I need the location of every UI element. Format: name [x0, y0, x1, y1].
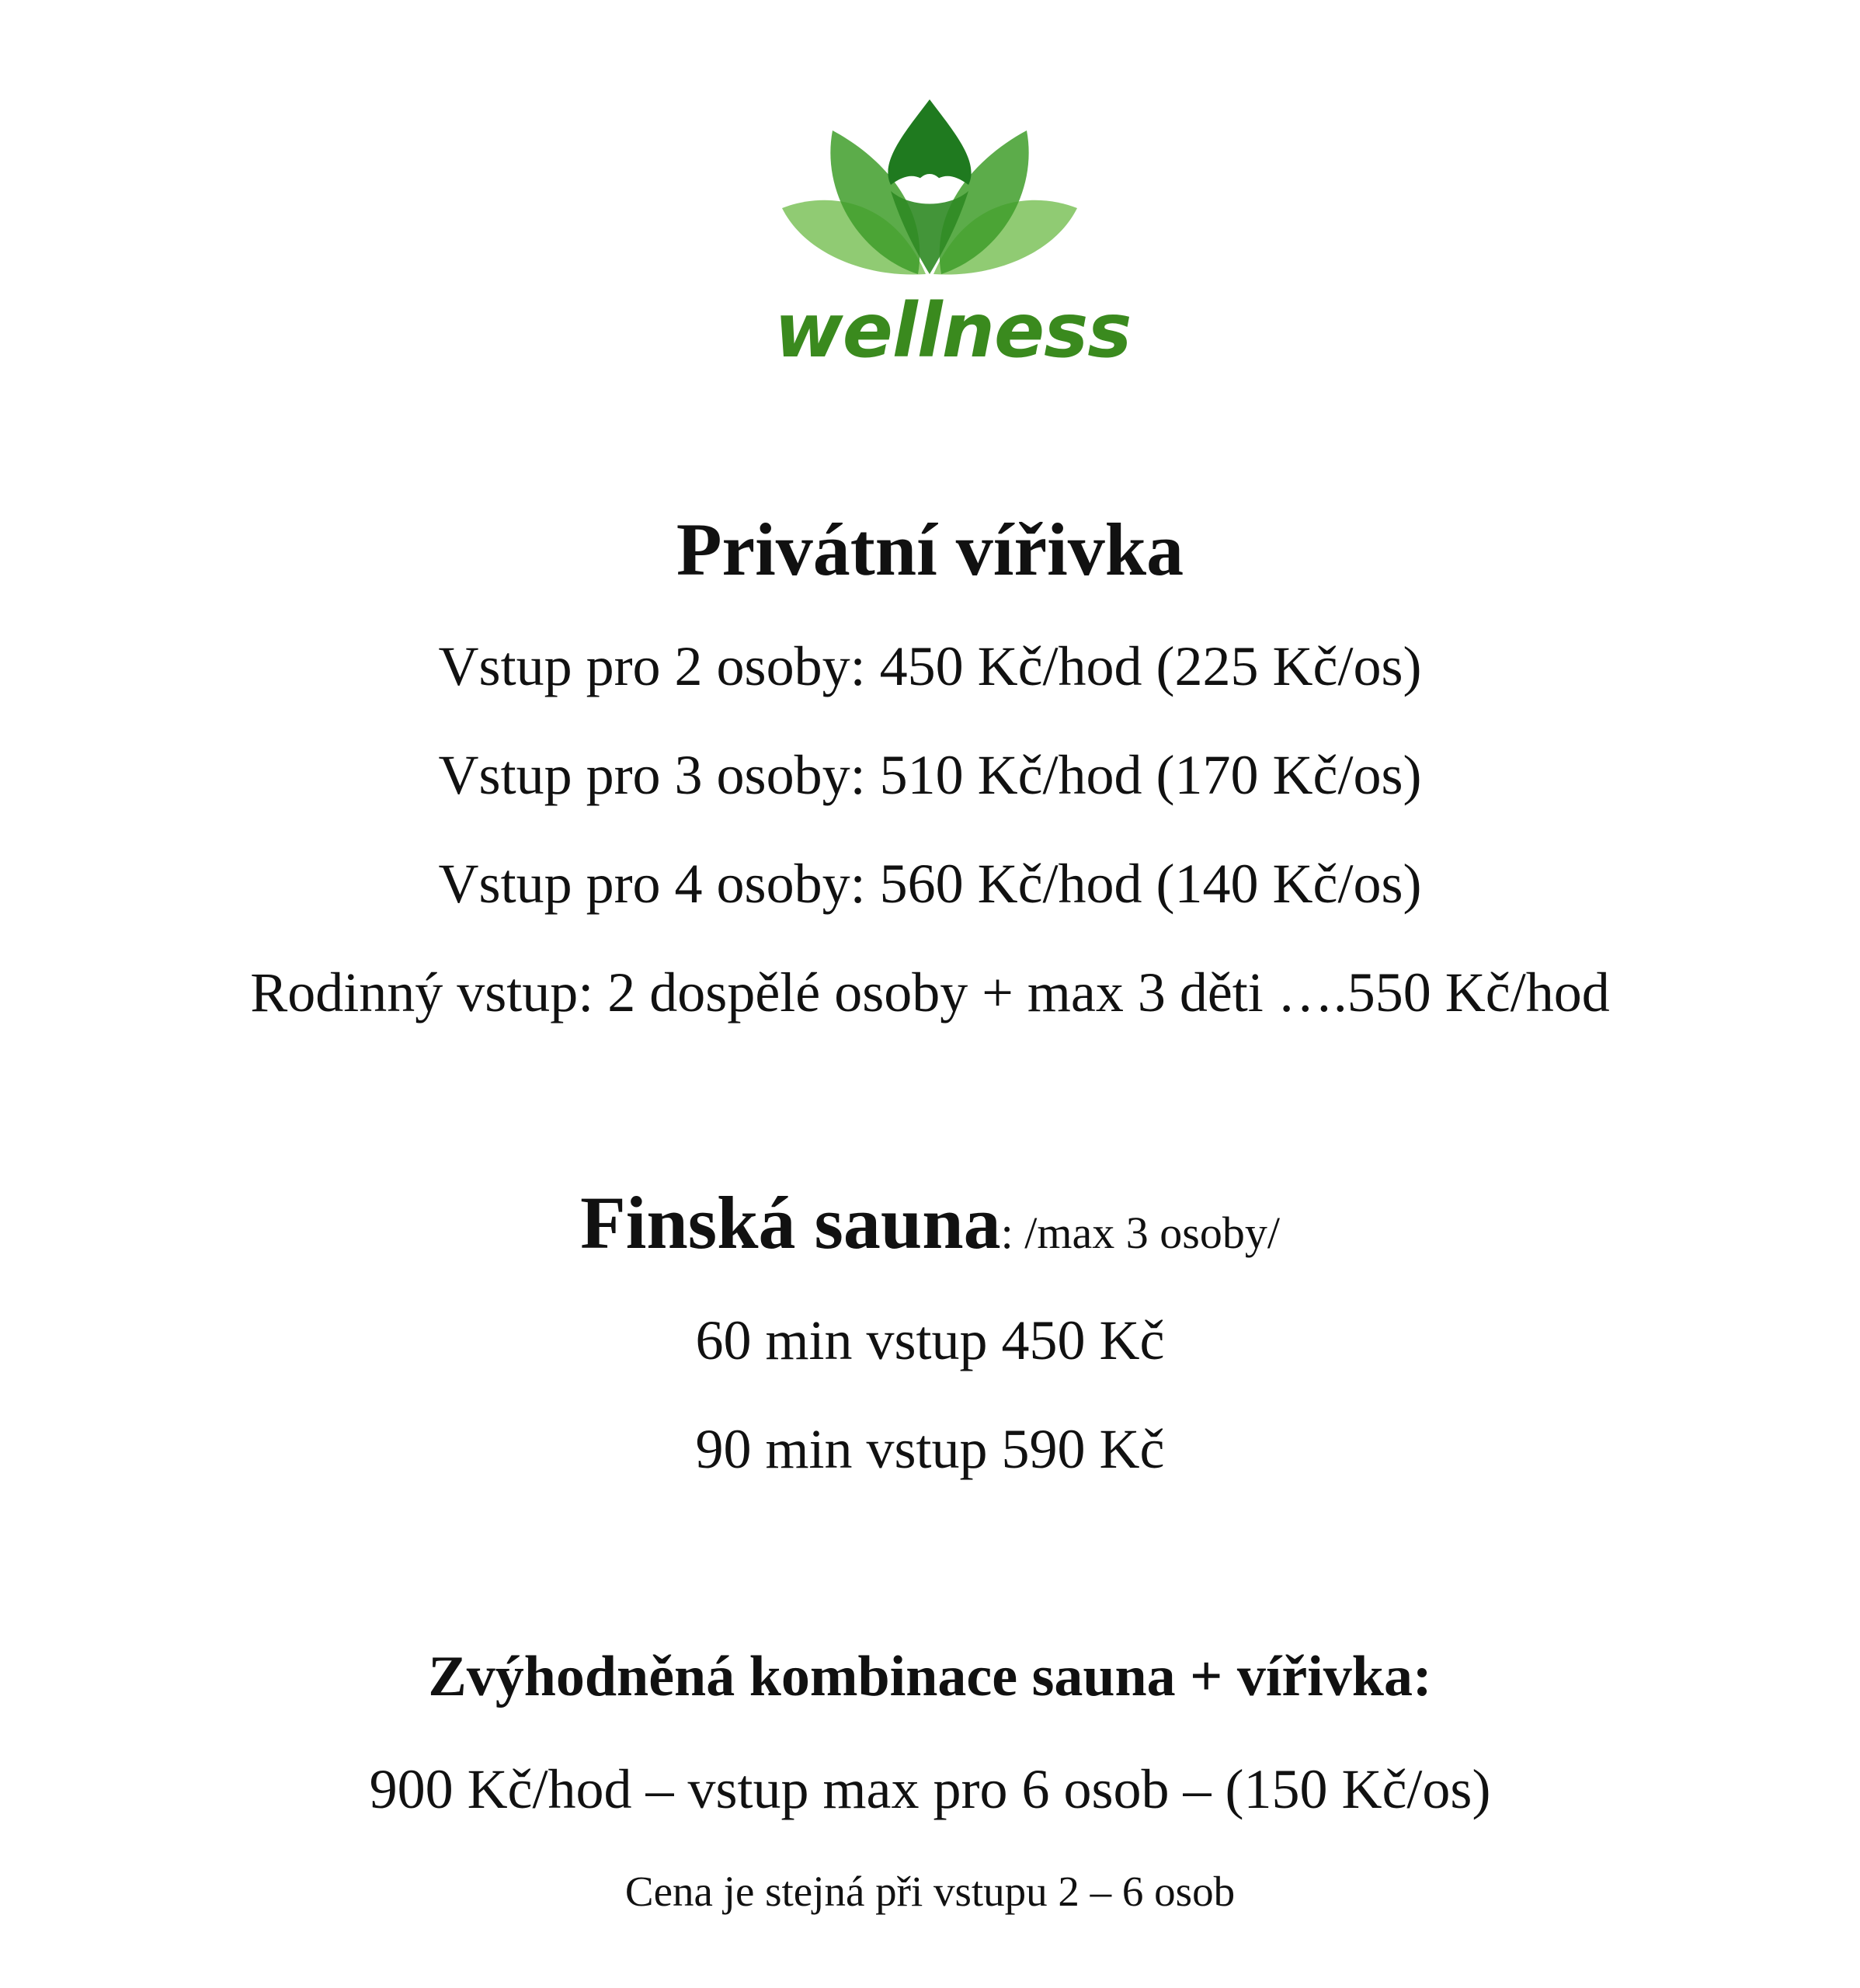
sauna-title: Finská sauna [580, 1181, 1001, 1264]
combo-price-line: 900 Kč/hod – vstup max pro 6 osob – (150 Kč/os) [369, 1758, 1491, 1820]
combo-title: Zvýhodněná kombinace sauna + vířivka: [428, 1645, 1432, 1708]
wellness-logo [774, 99, 1132, 394]
sauna-heading [0, 1181, 1860, 1264]
sauna-capacity-note: : /max 3 osoby/ [1000, 1208, 1280, 1258]
logo-wordmark: wellness [774, 287, 1132, 374]
sauna-price-line-2: 90 min vstup 590 Kč [695, 1418, 1165, 1480]
lotus-leaf-person-icon [774, 99, 1085, 286]
whirlpool-family-line: Rodinný vstup: 2 dospělé osoby + max 3 děti ….550 Kč/hod [250, 961, 1610, 1024]
sauna-price-line-1: 60 min vstup 450 Kč [695, 1309, 1165, 1371]
whirlpool-title: Privátní vířivka [676, 508, 1184, 591]
whirlpool-price-line-2: Vstup pro 3 osoby: 510 Kč/hod (170 Kč/os) [438, 744, 1422, 806]
whirlpool-price-line-3: Vstup pro 4 osoby: 560 Kč/hod (140 Kč/os) [438, 853, 1422, 915]
combo-note: Cena je stejná při vstupu 2 – 6 osob [624, 1868, 1236, 1915]
whirlpool-price-line-1: Vstup pro 2 osoby: 450 Kč/hod (225 Kč/os) [438, 635, 1422, 697]
